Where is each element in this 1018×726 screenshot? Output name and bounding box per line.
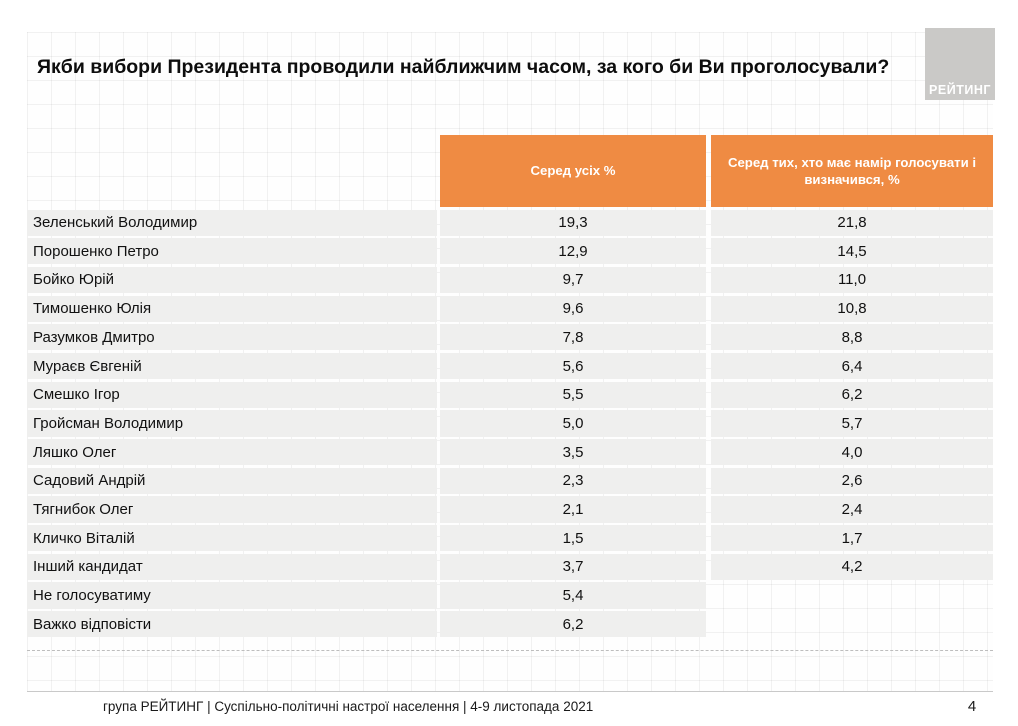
rating-group-logo — [925, 28, 995, 100]
candidate-name: Важко відповісти — [27, 611, 437, 637]
value-among-all: 5,5 — [440, 382, 706, 408]
value-among-decided: 4,0 — [711, 439, 993, 465]
header-cell-among-decided: Серед тих, хто має намір голосувати і визначився, % — [711, 135, 993, 207]
header-cell-among-all: Серед усіх % — [440, 135, 706, 207]
table-row — [27, 382, 993, 408]
candidate-name: Ляшко Олег — [27, 439, 437, 465]
candidate-name: Разумков Дмитро — [27, 324, 437, 350]
candidate-name: Інший кандидат — [27, 554, 437, 580]
value-among-all: 5,0 — [440, 410, 706, 436]
candidate-name: Садовий Андрій — [27, 468, 437, 494]
value-among-decided: 10,8 — [711, 296, 993, 322]
value-among-decided: 6,4 — [711, 353, 993, 379]
table-row — [27, 210, 993, 236]
candidate-name: Смешко Ігор — [27, 382, 437, 408]
value-among-all: 6,2 — [440, 611, 706, 637]
candidate-name: Кличко Віталій — [27, 525, 437, 551]
value-among-decided: 2,6 — [711, 468, 993, 494]
candidate-name: Тягнибок Олег — [27, 496, 437, 522]
value-among-all: 12,9 — [440, 238, 706, 264]
value-among-all: 19,3 — [440, 210, 706, 236]
value-among-all: 9,7 — [440, 267, 706, 293]
page-title: Якби вибори Президента проводили найближчим часом, за кого би Ви проголосували? — [37, 56, 890, 78]
value-among-decided: 1,7 — [711, 525, 993, 551]
table-row — [27, 353, 993, 379]
table-row — [27, 611, 993, 637]
header-cell-empty — [27, 135, 437, 207]
value-among-all: 9,6 — [440, 296, 706, 322]
value-among-all: 3,7 — [440, 554, 706, 580]
page-number: 4 — [967, 698, 977, 715]
table-row — [27, 324, 993, 350]
table-row — [27, 296, 993, 322]
value-among-all: 1,5 — [440, 525, 706, 551]
table-row — [27, 525, 993, 551]
value-among-decided: 11,0 — [711, 267, 993, 293]
table-row — [27, 410, 993, 436]
value-among-decided-empty — [711, 582, 993, 608]
candidate-name: Гройсман Володимир — [27, 410, 437, 436]
table-header-row — [27, 135, 993, 207]
value-among-all: 2,1 — [440, 496, 706, 522]
candidate-name: Бойко Юрій — [27, 267, 437, 293]
table-row — [27, 496, 993, 522]
table-body — [27, 210, 993, 638]
table-row — [27, 582, 993, 608]
value-among-decided: 4,2 — [711, 554, 993, 580]
value-among-decided: 14,5 — [711, 238, 993, 264]
value-among-all: 2,3 — [440, 468, 706, 494]
table-row — [27, 267, 993, 293]
value-among-all: 3,5 — [440, 439, 706, 465]
candidate-name: Мураєв Євгеній — [27, 353, 437, 379]
value-among-decided: 2,4 — [711, 496, 993, 522]
table-row — [27, 554, 993, 580]
value-among-decided: 6,2 — [711, 382, 993, 408]
candidate-name: Тимошенко Юлія — [27, 296, 437, 322]
footer-source-line: група РЕЙТИНГ | Суспільно-політичні настрої населення | 4-9 листопада 2021 — [103, 699, 594, 714]
poll-results-table — [27, 135, 993, 640]
table-row — [27, 238, 993, 264]
value-among-all: 5,6 — [440, 353, 706, 379]
rating-group-logo-text: РЕЙТИНГ — [929, 83, 991, 97]
value-among-all: 5,4 — [440, 582, 706, 608]
value-among-all: 7,8 — [440, 324, 706, 350]
value-among-decided-empty — [711, 611, 993, 637]
table-row — [27, 468, 993, 494]
table-row — [27, 439, 993, 465]
value-among-decided: 21,8 — [711, 210, 993, 236]
candidate-name: Порошенко Петро — [27, 238, 437, 264]
background-divider-line — [27, 650, 993, 651]
value-among-decided: 5,7 — [711, 410, 993, 436]
value-among-decided: 8,8 — [711, 324, 993, 350]
candidate-name: Не голосуватиму — [27, 582, 437, 608]
candidate-name: Зеленський Володимир — [27, 210, 437, 236]
